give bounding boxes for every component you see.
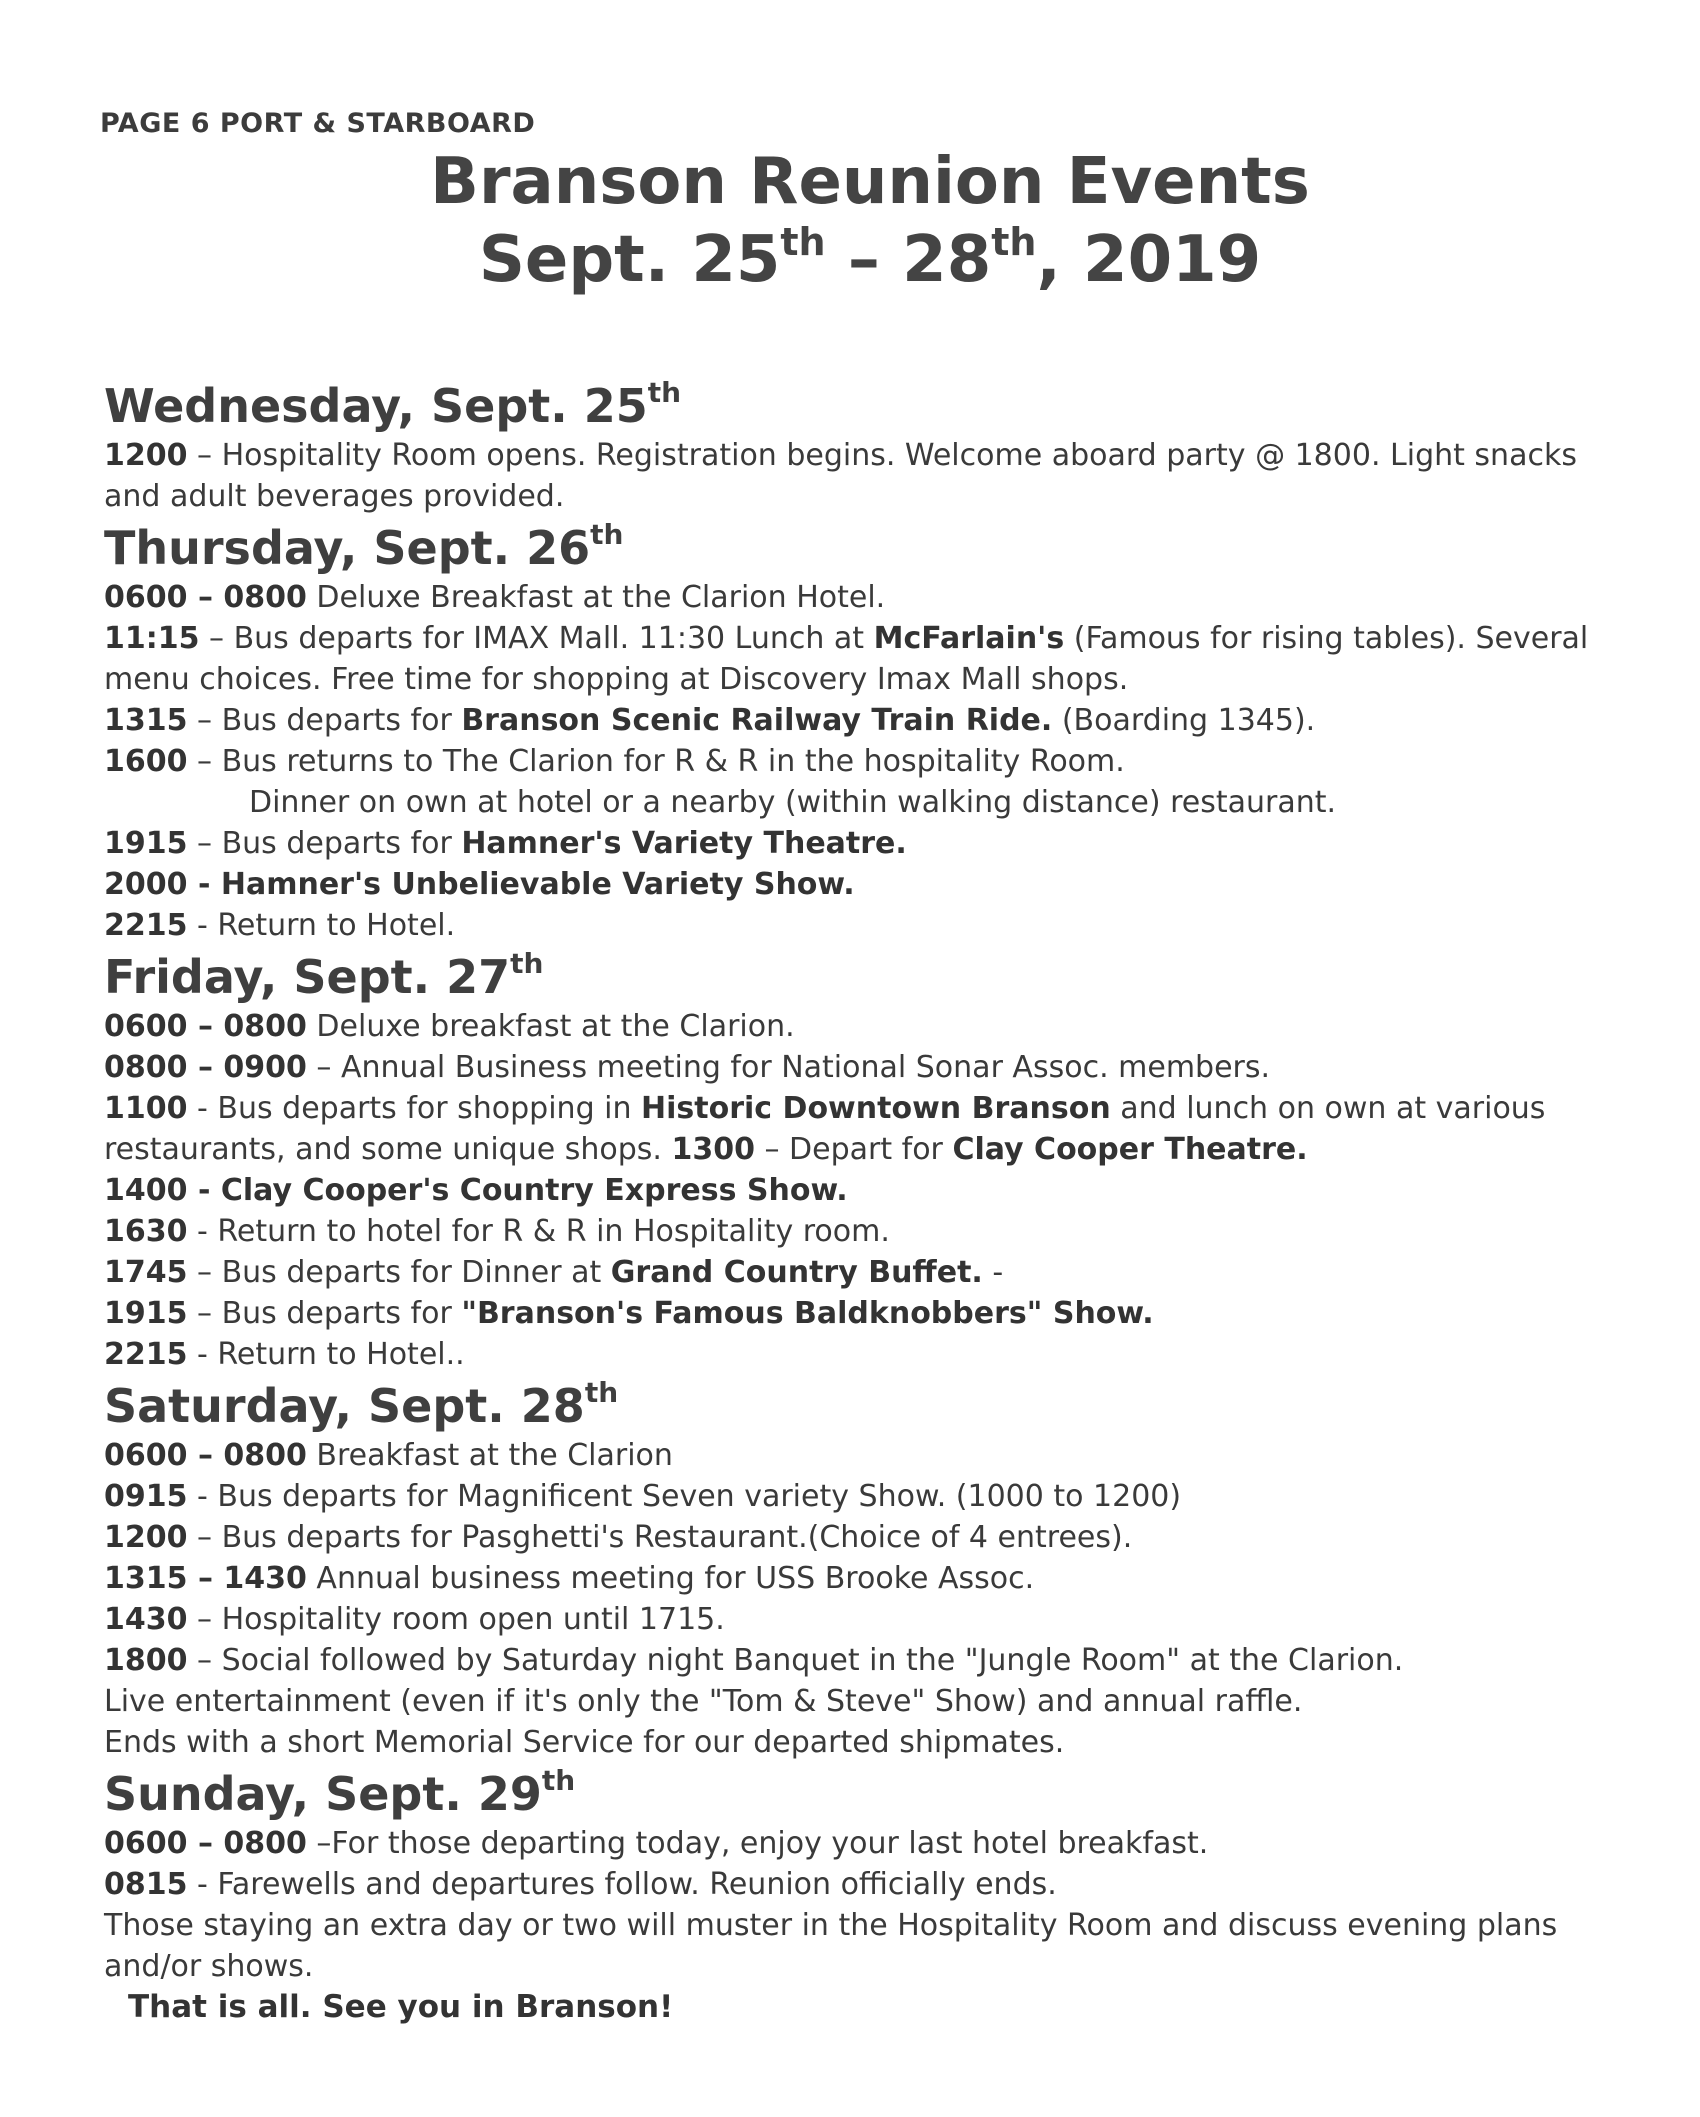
event-item: 0600 – 0800 Breakfast at the Clarion <box>104 1438 673 1473</box>
event-item-continuation: Dinner on own at hotel or a nearby (within walking distance) restaurant. <box>249 785 1337 820</box>
page-subtitle-dates: Sept. 25th – 28th, 2019 <box>478 220 1262 297</box>
event-item: 1430 – Hospitality room open until 1715. <box>104 1602 725 1637</box>
event-item-continuation: Live entertainment (even if it's only the "Tom & Steve" Show) and annual raffle. <box>104 1684 1303 1719</box>
event-item: 1315 – Bus departs for Branson Scenic Railway Train Ride. (Boarding 1345). <box>104 703 1316 738</box>
closing-line: That is all. See you in Branson! <box>128 1989 674 2025</box>
event-item: 1800 – Social followed by Saturday night Banquet in the "Jungle Room" at the Clarion. <box>104 1643 1404 1678</box>
day-heading-friday: Friday, Sept. 27th <box>104 947 544 1004</box>
event-item: 11:15 – Bus departs for IMAX Mall. 11:30 Lunch at McFarlain's (Famous for rising tables). Several menu choices. Free time for shopping at Discovery Imax Mall shops. <box>104 621 1589 697</box>
event-item: 1600 – Bus returns to The Clarion for R & R in the hospitality Room. <box>104 744 1125 779</box>
event-item: 0600 – 0800 –For those departing today, enjoy your last hotel breakfast. <box>104 1826 1209 1861</box>
event-item: 1315 – 1430 Annual business meeting for USS Brooke Assoc. <box>104 1561 1035 1596</box>
event-item: 1400 - Clay Cooper's Country Express Show. <box>104 1173 848 1208</box>
event-item: 2000 - Hamner's Unbelievable Variety Show. <box>104 867 855 902</box>
day-heading-sunday: Sunday, Sept. 29th <box>104 1764 576 1821</box>
event-item: 1745 – Bus departs for Dinner at Grand Country Buffet. - <box>104 1255 1004 1290</box>
day-heading-thursday: Thursday, Sept. 26th <box>104 518 624 575</box>
schedule <box>104 375 1674 2028</box>
event-item: 1200 – Bus departs for Pasghetti's Restaurant.(Choice of 4 entrees). <box>104 1520 1133 1555</box>
event-item: 1915 – Bus departs for "Branson's Famous Baldknobbers" Show. <box>104 1296 1154 1331</box>
event-item: 0600 – 0800 Deluxe Breakfast at the Clarion Hotel. <box>104 580 886 615</box>
event-item: 1630 - Return to hotel for R & R in Hospitality room. <box>104 1214 890 1249</box>
event-item-continuation: Ends with a short Memorial Service for our departed shipmates. <box>104 1725 1065 1760</box>
event-item-note: Those staying an extra day or two will muster in the Hospitality Room and discuss evening plans and/or shows. <box>104 1908 1558 1984</box>
event-item: 0800 – 0900 – Annual Business meeting for National Sonar Assoc. members. <box>104 1050 1271 1085</box>
day-heading-saturday: Saturday, Sept. 28th <box>104 1376 619 1433</box>
event-item: 0815 - Farewells and departures follow. Reunion officially ends. <box>104 1867 1057 1902</box>
event-item: 2215 - Return to Hotel.. <box>104 1337 465 1372</box>
page-title: Branson Reunion Events <box>430 145 1310 219</box>
event-item: 1100 - Bus departs for shopping in Historic Downtown Branson and lunch on own at various restaurants, and some unique shops. 1300 – Depart for Clay Cooper Theatre. <box>104 1091 1546 1167</box>
event-item: 1200 – Hospitality Room opens. Registration begins. Welcome aboard party @ 1800. Light snacks and adult beverages provided. <box>104 438 1577 514</box>
event-item: 0915 - Bus departs for Magnificent Seven variety Show. (1000 to 1200) <box>104 1479 1182 1514</box>
event-item: 0600 – 0800 Deluxe breakfast at the Clarion. <box>104 1009 795 1044</box>
day-heading-wednesday: Wednesday, Sept. 25th <box>104 376 682 433</box>
event-item: 1915 – Bus departs for Hamner's Variety Theatre. <box>104 826 907 861</box>
running-head: PAGE 6 PORT & STARBOARD <box>100 108 536 139</box>
event-item: 2215 - Return to Hotel. <box>104 908 456 943</box>
